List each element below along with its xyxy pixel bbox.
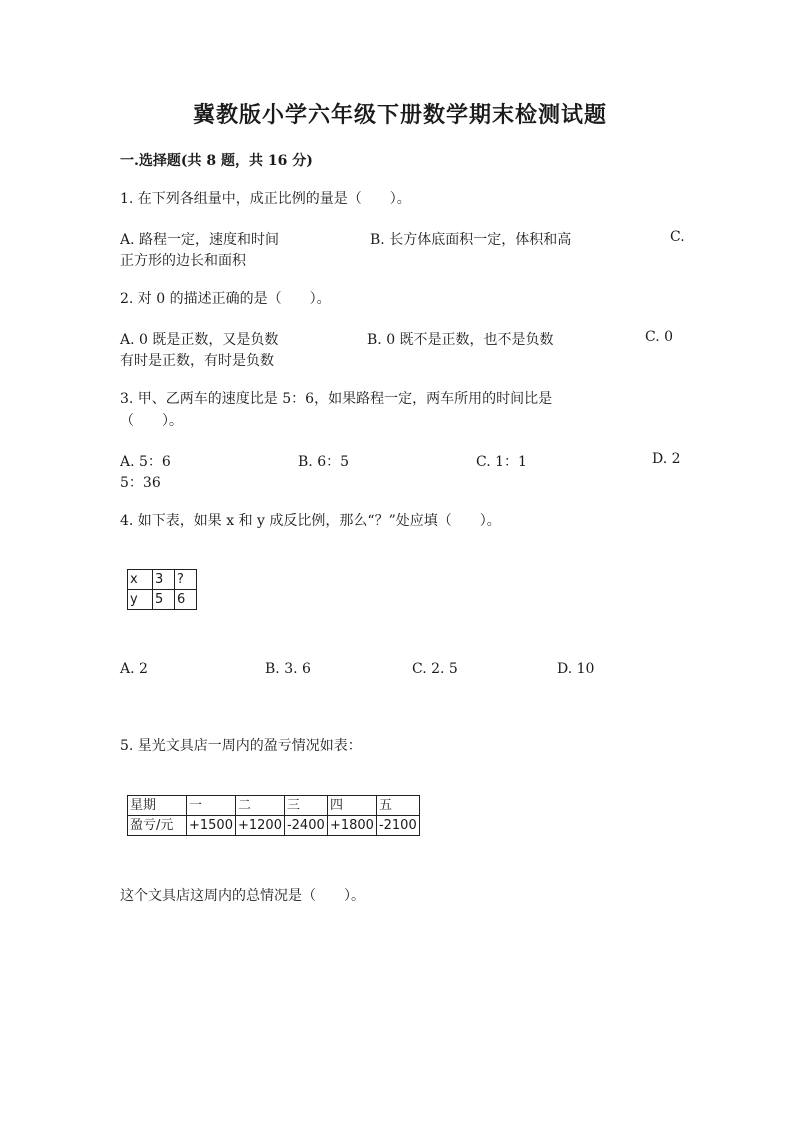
section-heading: 一.选择题(共 8 题，共 16 分) — [120, 153, 313, 169]
question-3-option-c: C. 1：1 — [476, 454, 527, 470]
question-1-option-b: B. 长方体底面积一定，体积和高 — [370, 232, 572, 248]
question-5-stem: 5. 星光文具店一周内的盈亏情况如表： — [120, 738, 362, 754]
question-2-option-c-continued: 有时是正数，有时是负数 — [120, 353, 274, 369]
question-4-stem: 4. 如下表，如果 x 和 y 成反比例，那么“？”处应填（ ）。 — [120, 513, 501, 529]
xy-table — [127, 569, 197, 610]
table-cell: 二 — [235, 796, 284, 816]
table-cell: 6 — [175, 590, 197, 610]
question-3-stem: 3. 甲、乙两车的速度比是 5：6，如果路程一定，两车所用的时间比是 — [120, 391, 553, 407]
table-cell: ? — [175, 570, 197, 590]
table-row — [128, 590, 197, 610]
table-cell: -2400 — [284, 816, 327, 836]
question-2-stem: 2. 对 0 的描述正确的是（ ）。 — [120, 291, 331, 307]
question-3-option-b: B. 6：5 — [298, 454, 350, 470]
question-4-option-c: C. 2. 5 — [412, 661, 458, 677]
table-row — [128, 570, 197, 590]
question-1-option-c: C. — [670, 229, 685, 245]
table-cell: 一 — [187, 796, 236, 816]
question-2-option-b: B. 0 既不是正数，也不是负数 — [367, 332, 554, 348]
table-cell: +1500 — [187, 816, 236, 836]
question-3-option-d-continued: 5：36 — [120, 475, 161, 491]
table-row — [128, 796, 420, 816]
table-cell: 盈亏/元 — [128, 816, 187, 836]
question-1-stem: 1. 在下列各组量中，成正比例的量是（ ）。 — [120, 191, 411, 207]
question-5-prompt: 这个文具店这周内的总情况是（ ）。 — [120, 888, 365, 904]
question-4-option-a: A. 2 — [120, 661, 148, 677]
profit-loss-table — [127, 795, 420, 836]
table-cell: 5 — [153, 590, 175, 610]
table-cell: 3 — [153, 570, 175, 590]
table-row — [128, 816, 420, 836]
question-4-option-d: D. 10 — [557, 661, 595, 677]
table-cell: y — [128, 590, 153, 610]
question-3-option-a: A. 5：6 — [120, 454, 171, 470]
question-3-stem-continued: （ ）。 — [120, 413, 183, 429]
question-1-option-a: A. 路程一定，速度和时间 — [120, 232, 280, 248]
question-3-option-d: D. 2 — [652, 451, 681, 467]
table-cell: 三 — [284, 796, 327, 816]
question-4-option-b: B. 3. 6 — [265, 661, 311, 677]
question-1-option-c-continued: 正方形的边长和面积 — [120, 253, 246, 269]
table-cell: -2100 — [376, 816, 419, 836]
page-title: 冀教版小学六年级下册数学期末检测试题 — [192, 102, 607, 128]
table-cell: +1200 — [235, 816, 284, 836]
table-cell: +1800 — [327, 816, 376, 836]
table-cell: 五 — [376, 796, 419, 816]
question-2-option-a: A. 0 既是正数，又是负数 — [120, 332, 279, 348]
table-cell: 四 — [327, 796, 376, 816]
table-cell: 星期 — [128, 796, 187, 816]
table-cell: x — [128, 570, 153, 590]
question-2-option-c: C. 0 — [645, 329, 674, 345]
